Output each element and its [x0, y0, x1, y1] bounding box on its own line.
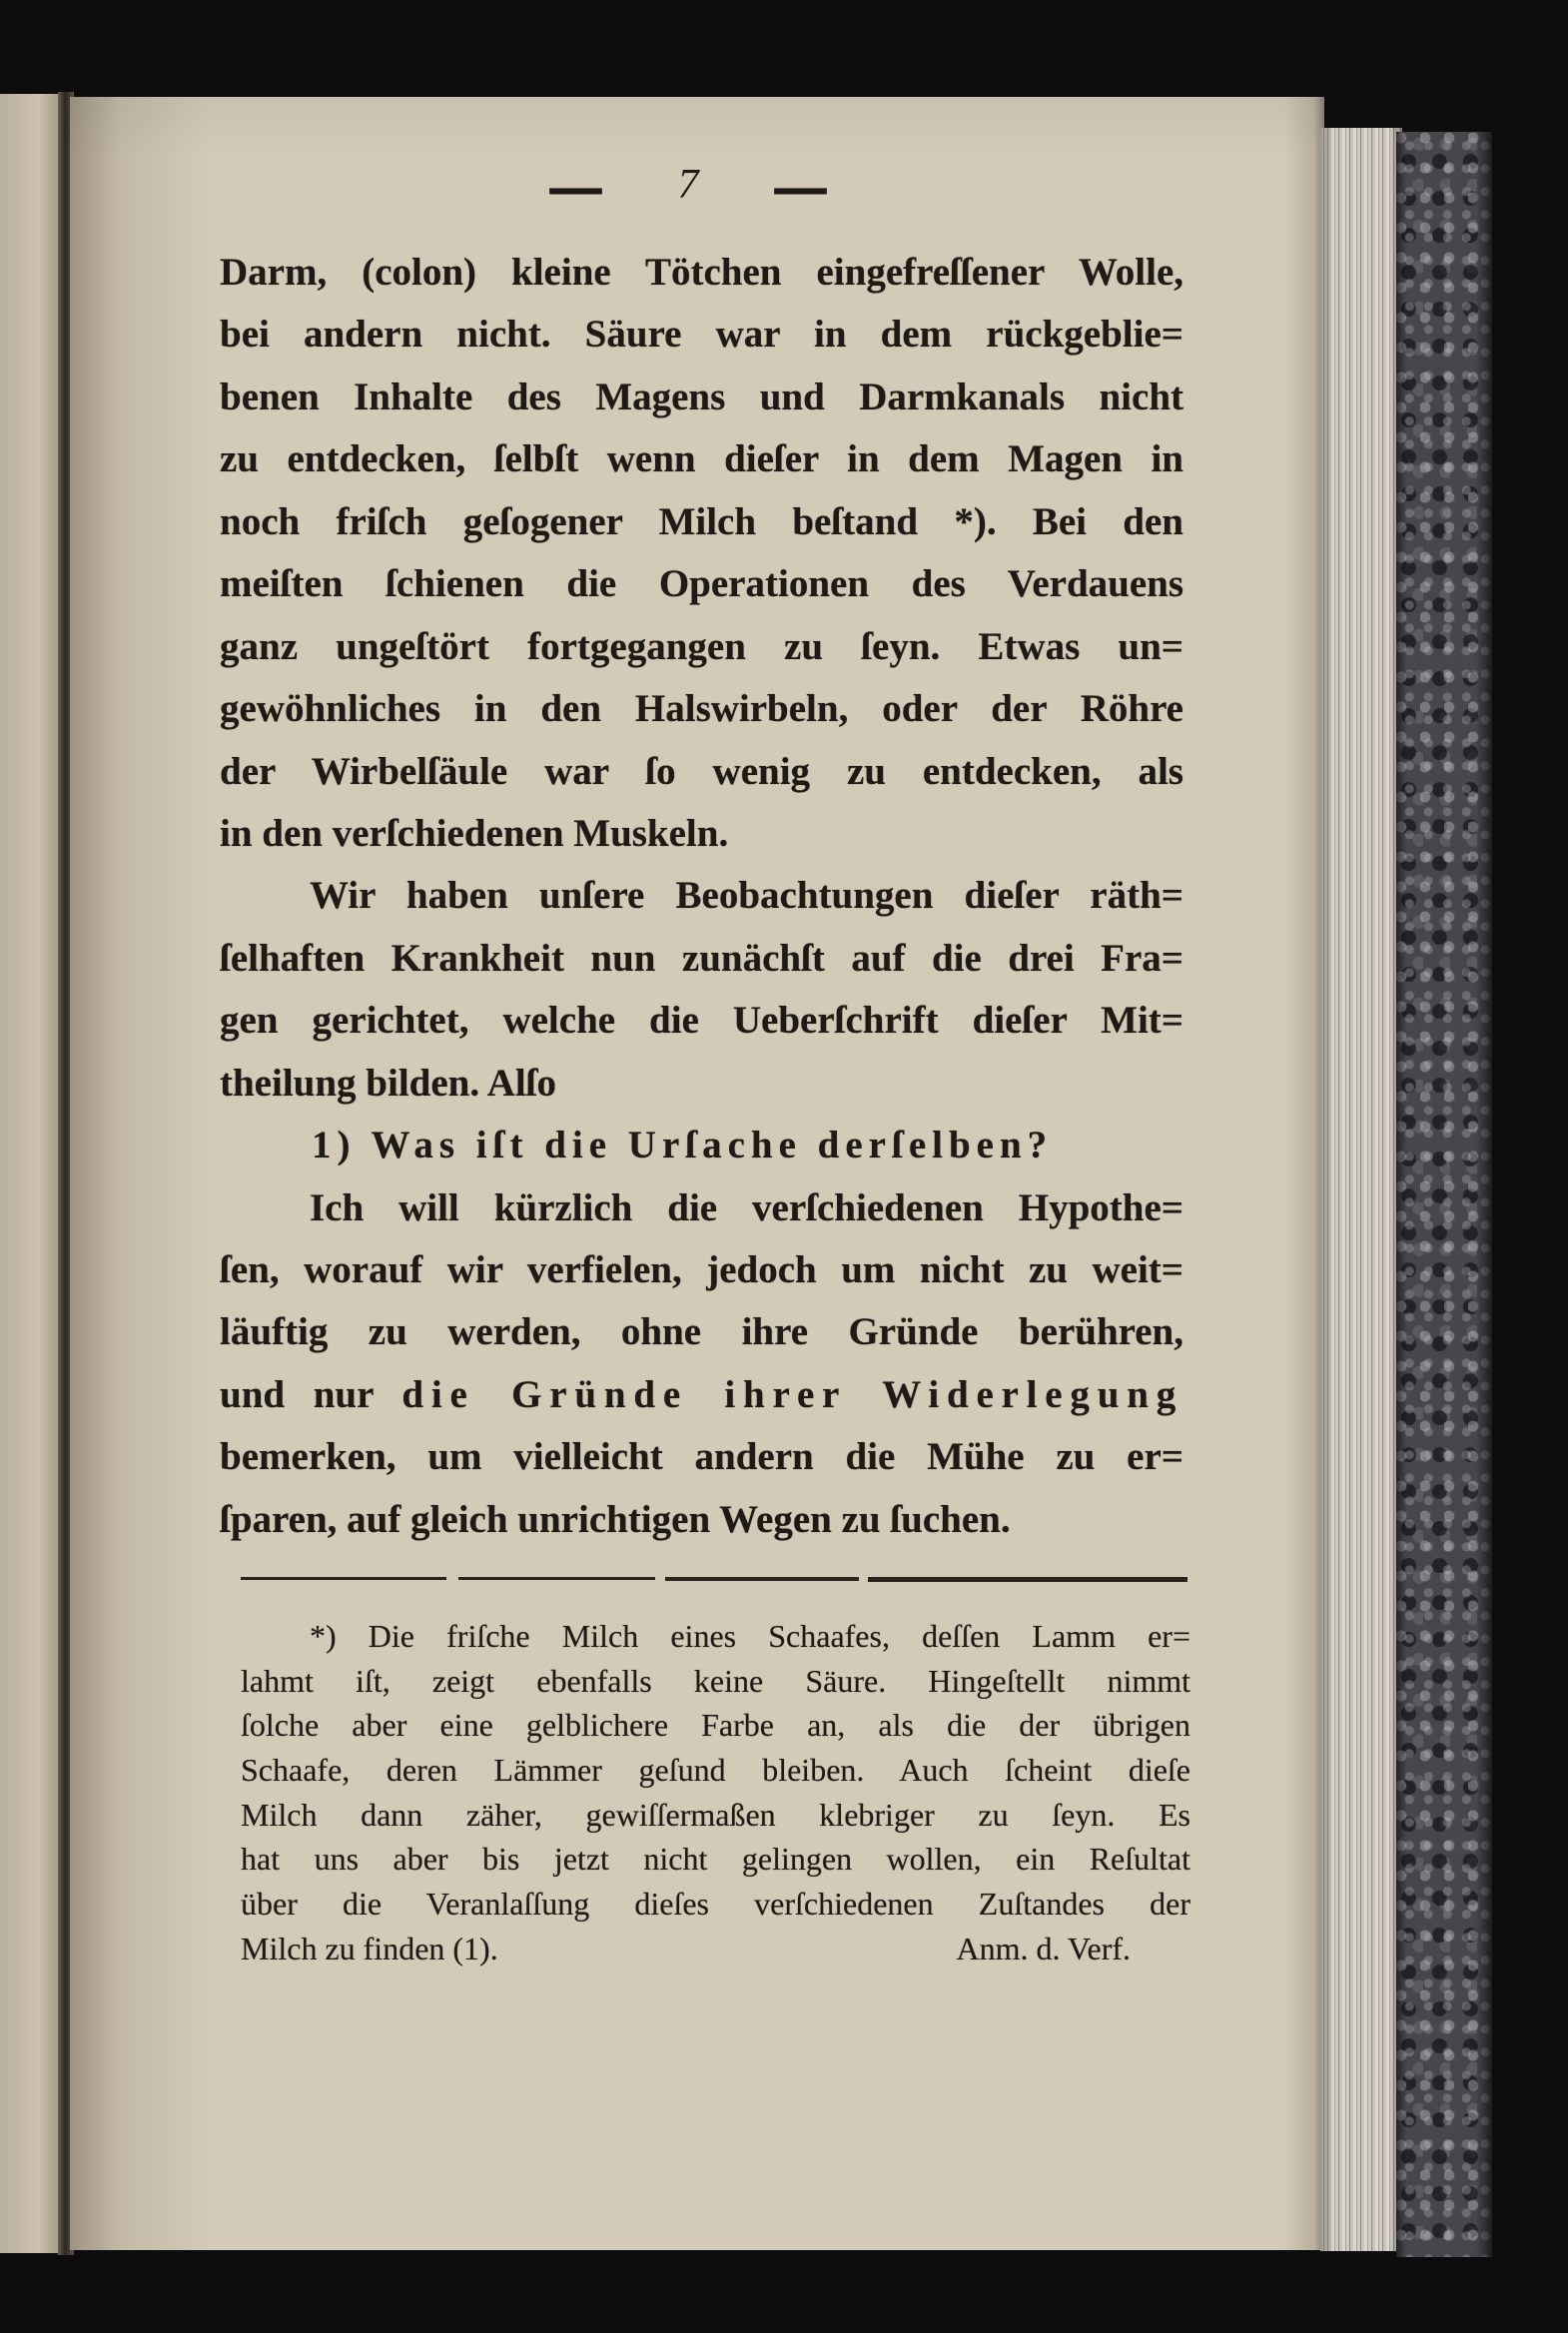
footnote-rule [458, 1577, 655, 1580]
emphasized-text: die Gründe ihrer Widerlegung [401, 1372, 1183, 1416]
text-line: ſparen, auf gleich unrichtigen Wegen zu ſuchen. [220, 1497, 1011, 1541]
text-line: bemerken, um vielleicht andern die Mühe zu er= [220, 1435, 1183, 1479]
footnote-line [241, 1927, 1190, 1971]
text-line: ganz ungeſtört fortgegangen zu ſeyn. Etwas un= [220, 624, 1183, 668]
footnote [241, 1614, 1190, 1971]
text-line: Darm, (colon) kleine Tötchen eingefreſſener Wolle, [220, 251, 1183, 294]
text-line: gen gerichtet, welche die Ueberſchrift dieſer Mit= [220, 999, 1183, 1043]
text-line: meiſten ſchienen die Operationen des Verdauens [220, 562, 1183, 606]
text-line [220, 1364, 1183, 1426]
text-line: theilung bilden. Alſo [220, 1061, 557, 1105]
footnote-line: über die Veranlaſſung dieſes verſchiedenen Zuſtandes der [241, 1886, 1190, 1923]
text-line: Wir haben unſere Beobachtungen dieſer räth= [310, 874, 1183, 918]
footnote-line: Schaafe, deren Lämmer geſund bleiben. Auch ſcheint dieſe [241, 1752, 1190, 1789]
footnote-rule [868, 1577, 1187, 1582]
footnote-line: ſolche aber eine gelblichere Farbe an, als die der übrigen [241, 1707, 1190, 1744]
footnote-last-text: Milch zu finden (1). [241, 1930, 498, 1966]
page-number: 7 [677, 162, 699, 208]
section-heading: 1) Was iſt die Urſache derſelben? [312, 1124, 1054, 1167]
paragraph [220, 242, 1183, 865]
footnote-rule [665, 1577, 859, 1581]
body-text [220, 242, 1183, 1551]
book-page [70, 97, 1324, 2250]
text-line: gewöhnliches in den Halswirbeln, oder der Röhre [220, 687, 1183, 731]
header-dash-left: — [549, 135, 602, 233]
text-line: Ich will kürzlich die verſchiedenen Hypothe= [310, 1185, 1183, 1229]
text-line: läuftig zu werden, ohne ihre Gründe berühren, [220, 1310, 1183, 1354]
footnote-line: hat uns aber bis jetzt nicht gelingen wollen, ein Reſultat [241, 1841, 1190, 1878]
page-header [70, 135, 1306, 233]
text-line: in den verſchiedenen Muskeln. [220, 811, 729, 855]
book-fore-edge [1320, 128, 1402, 2251]
header-dash-right: — [774, 135, 827, 233]
footnote-signature: Anm. d. Verf. [956, 1930, 1131, 1966]
paragraph [220, 865, 1183, 1115]
footnote-rule [241, 1577, 446, 1580]
text-line: noch friſch geſogener Milch beſtand *). Bei den [220, 499, 1183, 543]
text-line: ſelhaften Krankheit nun zunächſt auf die drei Fra= [220, 936, 1183, 980]
text-line: ſen, worauf wir verfielen, jedoch um nicht zu weit= [220, 1248, 1183, 1291]
footnote-line: lahmt iſt, zeigt ebenfalls keine Säure. Hingeſtellt nimmt [241, 1662, 1190, 1699]
footnote-line: Milch dann zäher, gewiſſermaßen klebriger zu ſeyn. Es [241, 1796, 1190, 1833]
text-line: benen Inhalte des Magens und Darmkanals nicht [220, 375, 1183, 418]
footnote-line: *) Die friſche Milch eines Schaafes, deſſen Lamm er= [310, 1618, 1190, 1654]
text-line: der Wirbelſäule war ſo wenig zu entdecken, als [220, 749, 1183, 793]
text-line: zu entdecken, ſelbſt wenn dieſer in dem Magen in [220, 437, 1183, 481]
marbled-book-cover [1396, 132, 1492, 2257]
paragraph [220, 1177, 1183, 1552]
text-line: bei andern nicht. Säure war in dem rückgeblie= [220, 313, 1183, 357]
text-line-normal: und nur [220, 1372, 374, 1416]
previous-page-edge [0, 94, 60, 2253]
